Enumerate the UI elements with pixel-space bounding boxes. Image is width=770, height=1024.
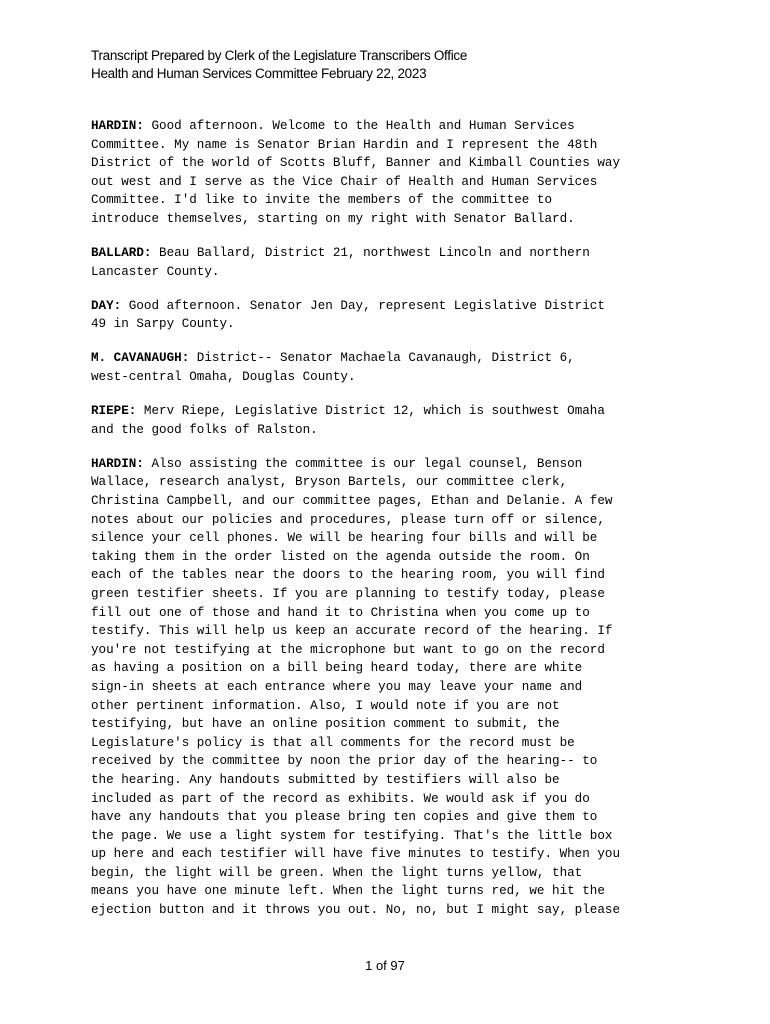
- speech-text: the hearing. Any handouts submitted by testifiers will also be: [91, 772, 560, 787]
- transcript-line: [91, 529, 691, 548]
- transcript-paragraph: [91, 349, 691, 386]
- transcript-line: [91, 492, 691, 511]
- speech-text: 49 in Sarpy County.: [91, 317, 235, 332]
- speech-text: notes about our policies and procedures, please turn off or silence,: [91, 512, 605, 527]
- speech-text: received by the committee by noon the prior day of the hearing-- to: [91, 754, 598, 769]
- transcript-line: [91, 315, 691, 334]
- transcript-line: [91, 882, 691, 901]
- speech-text: ejection button and it throws you out. No, no, but I might say, please: [91, 903, 621, 918]
- speech-text: green testifier sheets. If you are planning to testify today, please: [91, 586, 605, 601]
- transcript-paragraph: [91, 297, 691, 334]
- speech-text: sign-in sheets at each entrance where you may leave your name and: [91, 679, 583, 694]
- transcript-line: [91, 548, 691, 567]
- speech-text: as having a position on a bill being heard today, there are white: [91, 661, 583, 676]
- speech-text: Good afternoon. Senator Jen Day, represent Legislative District: [121, 298, 605, 313]
- transcript-paragraph: [91, 244, 691, 281]
- header-line-2: Health and Human Services Committee February 22, 2023: [91, 66, 427, 81]
- transcript-line: [91, 263, 691, 282]
- transcript-line: [91, 734, 691, 753]
- speaker-name: HARDIN:: [91, 456, 144, 471]
- transcript-line: [91, 136, 691, 155]
- speech-text: Committee. My name is Senator Brian Hardin and I represent the 48th: [91, 137, 598, 152]
- transcript-line: [91, 790, 691, 809]
- speech-text: the page. We use a light system for testifying. That's the little box: [91, 828, 613, 843]
- speech-text: up here and each testifier will have five minutes to testify. When you: [91, 847, 621, 862]
- speaker-name: HARDIN:: [91, 119, 144, 133]
- speech-text: District-- Senator Machaela Cavanaugh, District 6,: [189, 351, 575, 366]
- transcript-line: [91, 864, 691, 883]
- speech-text: and the good folks of Ralston.: [91, 422, 318, 437]
- transcript-line: [91, 191, 691, 210]
- transcript-line: [91, 455, 691, 474]
- transcript-line: [91, 368, 691, 387]
- speech-text: begin, the light will be green. When the light turns yellow, that: [91, 865, 583, 880]
- transcript-line: [91, 622, 691, 641]
- speech-text: Also assisting the committee is our legal counsel, Benson: [143, 456, 583, 471]
- speech-text: each of the tables near the doors to the hearing room, you will find: [91, 568, 605, 583]
- transcript-line: [91, 473, 691, 492]
- transcript-line: [91, 901, 691, 920]
- speaker-name: BALLARD:: [91, 246, 152, 261]
- transcript-line: [91, 402, 691, 421]
- transcript-header: [91, 47, 467, 83]
- speech-text: west-central Omaha, Douglas County.: [91, 370, 356, 385]
- speech-text: other pertinent information. Also, I would note if you are not: [91, 698, 560, 713]
- page-number: 1 of 97: [365, 958, 405, 973]
- speech-text: testifying, but have an online position comment to submit, the: [91, 717, 560, 732]
- transcript-line: [91, 771, 691, 790]
- speech-text: out west and I serve as the Vice Chair of Health and Human Services: [91, 174, 598, 189]
- transcript-line: [91, 659, 691, 678]
- speech-text: Legislature's policy is that all comments for the record must be: [91, 735, 575, 750]
- transcript-line: [91, 154, 691, 173]
- speech-text: Beau Ballard, District 21, northwest Lincoln and northern: [151, 246, 590, 261]
- speech-text: Good afternoon. Welcome to the Health and Human Services: [143, 119, 575, 133]
- transcript-line: [91, 349, 691, 368]
- transcript-line: [91, 421, 691, 440]
- transcript-line: [91, 566, 691, 585]
- speech-text: included as part of the record as exhibits. We would ask if you do: [91, 791, 590, 806]
- speech-text: Wallace, research analyst, Bryson Bartels, our committee clerk,: [91, 475, 568, 490]
- transcript-paragraph: [91, 117, 691, 229]
- transcript-line: [91, 641, 691, 660]
- speech-text: introduce themselves, starting on my right with Senator Ballard.: [91, 211, 575, 226]
- transcript-body: [91, 117, 691, 935]
- speaker-name: RIEPE:: [91, 404, 137, 419]
- speech-text: Christina Campbell, and our committee pages, Ethan and Delanie. A few: [91, 494, 613, 508]
- speech-text: Lancaster County.: [91, 264, 220, 279]
- speech-text: District of the world of Scotts Bluff, Banner and Kimball Counties way: [91, 156, 621, 171]
- transcript-line: [91, 715, 691, 734]
- speech-text: you're not testifying at the microphone but want to go on the record: [91, 642, 605, 657]
- transcript-line: [91, 604, 691, 623]
- transcript-line: [91, 845, 691, 864]
- transcript-line: [91, 585, 691, 604]
- transcript-line: [91, 827, 691, 846]
- transcript-line: [91, 297, 691, 316]
- header-line-1: Transcript Prepared by Clerk of the Legislature Transcribers Office: [91, 48, 468, 63]
- speech-text: taking them in the order listed on the agenda outside the room. On: [91, 549, 590, 564]
- speech-text: have any handouts that you please bring ten copies and give them to: [91, 810, 598, 825]
- transcript-line: [91, 117, 691, 136]
- transcript-line: [91, 173, 691, 192]
- speech-text: silence your cell phones. We will be hearing four bills and will be: [91, 531, 598, 546]
- speech-text: Merv Riepe, Legislative District 12, which is southwest Omaha: [136, 404, 605, 419]
- transcript-line: [91, 210, 691, 229]
- transcript-paragraph: [91, 455, 691, 920]
- transcript-line: [91, 697, 691, 716]
- speech-text: Committee. I'd like to invite the members of the committee to: [91, 193, 553, 208]
- speaker-name: DAY:: [91, 298, 122, 313]
- speaker-name: M. CAVANAUGH:: [91, 351, 190, 366]
- transcript-line: [91, 511, 691, 530]
- transcript-line: [91, 752, 691, 771]
- transcript-line: [91, 678, 691, 697]
- speech-text: fill out one of those and hand it to Christina when you come up to: [91, 605, 590, 620]
- transcript-paragraph: [91, 402, 691, 439]
- speech-text: means you have one minute left. When the light turns red, we hit the: [91, 884, 605, 899]
- transcript-line: [91, 808, 691, 827]
- speech-text: testify. This will help us keep an accurate record of the hearing. If: [91, 624, 613, 639]
- transcript-line: [91, 244, 691, 263]
